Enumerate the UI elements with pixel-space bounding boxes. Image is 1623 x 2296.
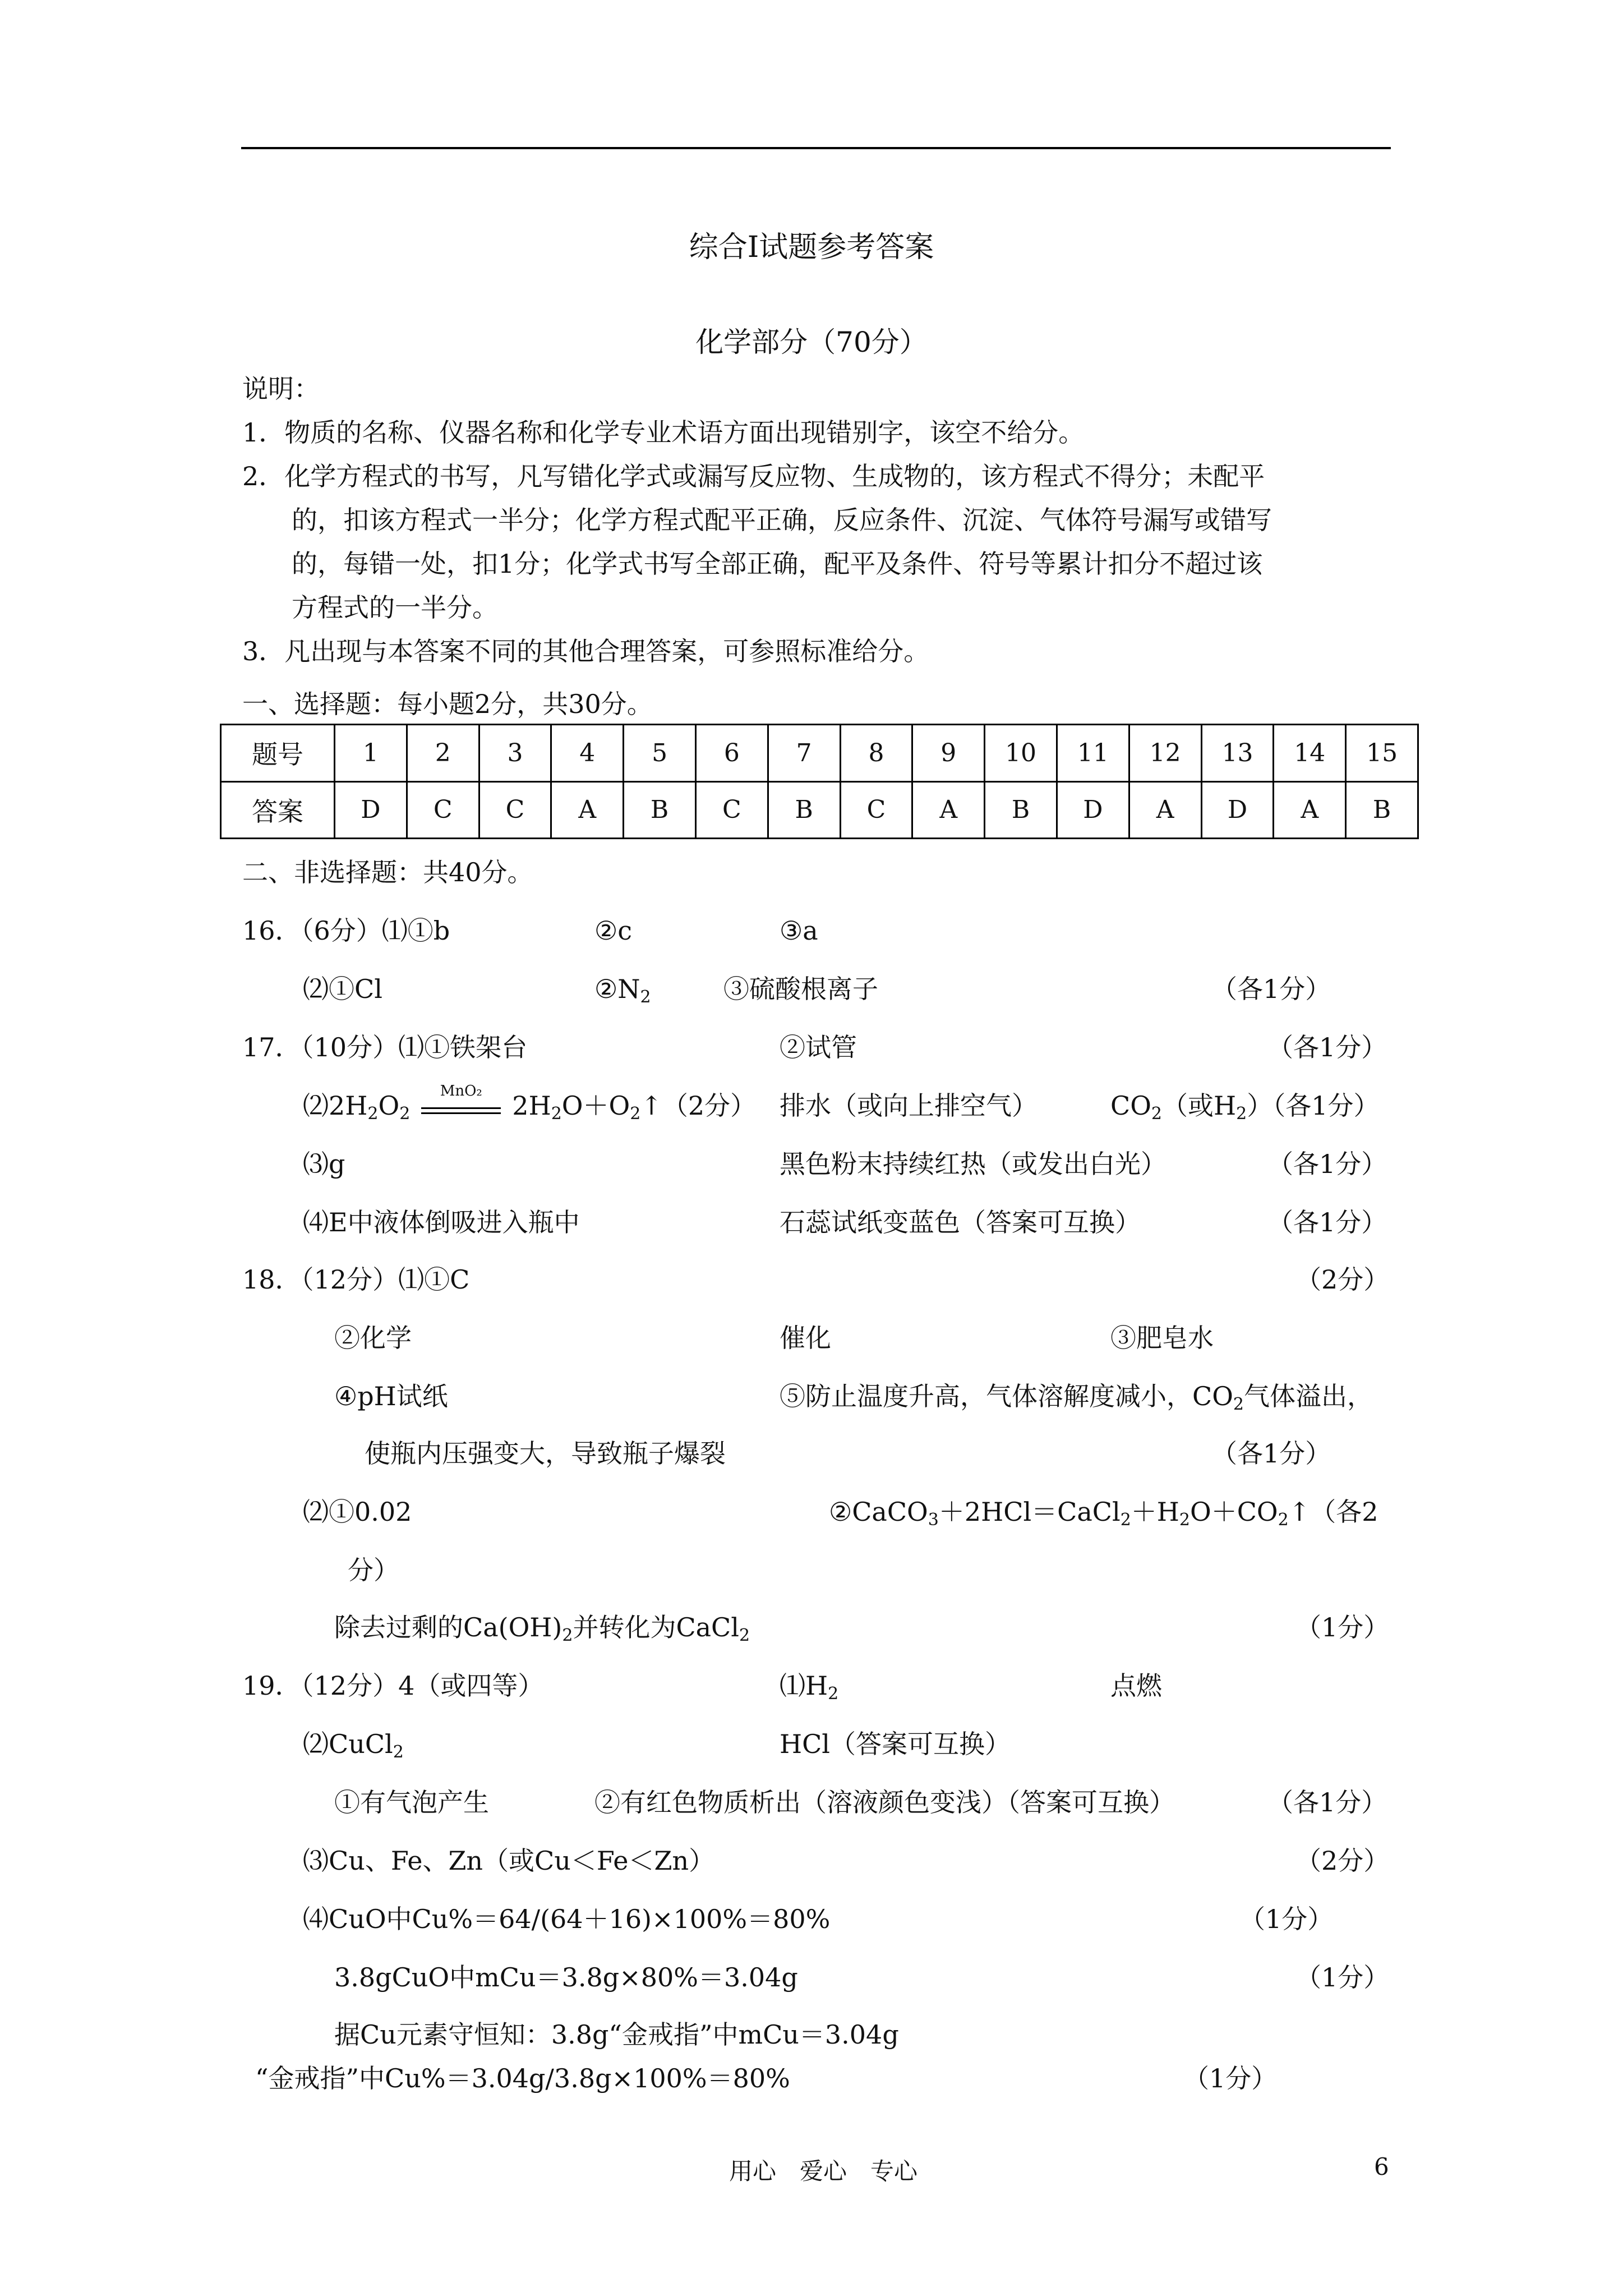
question-number: 13 xyxy=(1201,725,1274,782)
q18-part1-4: ④pH试纸 xyxy=(334,1381,448,1411)
footer-motto: 用心 爱心 专心 xyxy=(729,2157,918,2185)
q16-part1-b: ②c xyxy=(594,915,633,946)
q18-part2-3-score: （1分） xyxy=(1295,1612,1390,1642)
answer-cell: A xyxy=(551,781,624,839)
q19-part1: $⑴H_2$ xyxy=(780,1671,839,1704)
question-number: 8 xyxy=(840,725,912,782)
q18-part1-5-score: （各1分） xyxy=(1211,1438,1331,1469)
answer-cell: B xyxy=(768,781,840,839)
q17-part1-score: （各1分） xyxy=(1267,1032,1387,1062)
catalyst-label: MnO₂ xyxy=(440,1083,482,1099)
question-number: 9 xyxy=(912,725,985,782)
q19-part2-2: ②有红色物质析出（溶液颜色变浅）（答案可互换） xyxy=(594,1787,1175,1818)
q16-score: （各1分） xyxy=(1211,974,1331,1004)
note-2-line-2: 的，扣该方程式一半分；化学方程式配平正确，反应条件、沉淀、气体符号漏写或错写 xyxy=(292,505,1272,535)
note-3: 3．凡出现与本答案不同的其他合理答案，可参照标准给分。 xyxy=(242,636,930,666)
q18-part2-2-cont: 分） xyxy=(348,1555,399,1585)
q19-part4-4-score: （1分） xyxy=(1183,2063,1278,2093)
q17-part2-c: $CO_2$（或$H_2$）（各1分） xyxy=(1110,1091,1380,1124)
q17-part3-score: （各1分） xyxy=(1267,1149,1387,1179)
row-label-number: 题号 xyxy=(221,725,335,782)
q17-part3-b: 黑色粉末持续红热（或发出白光） xyxy=(780,1149,1166,1179)
q18-part1-a: 18．（12分）⑴①C xyxy=(242,1264,470,1295)
question-number: 10 xyxy=(985,725,1057,782)
page-title: 综合Ⅰ试题参考答案 xyxy=(689,231,934,264)
answer-cell: D xyxy=(335,781,407,839)
q18-part1-5: ⑤防止温度升高，气体溶解度减小，$CO_2$气体溢出， xyxy=(780,1381,1373,1414)
notes-label: 说明： xyxy=(242,374,320,404)
question-number: 3 xyxy=(479,725,551,782)
q17-part1-a: 17．（10分）⑴①铁架台 xyxy=(242,1032,528,1062)
q19-part4-1-score: （1分） xyxy=(1239,1904,1334,1934)
q17-equation: $⑵2H_2O_2$ MnO₂ $2H_2O+O_2↑(2$分） xyxy=(303,1083,757,1124)
section-subtitle: 化学部分（70分） xyxy=(695,326,928,358)
q17-part4-a: ⑷E中液体倒吸进入瓶中 xyxy=(303,1207,580,1237)
section-2-heading: 二、非选择题：共40分。 xyxy=(242,857,533,887)
q18-part1-5-cont: 使瓶内压强变大，导致瓶子爆裂 xyxy=(365,1438,726,1469)
q19-part3-score: （2分） xyxy=(1295,1846,1390,1876)
q19-part2-1: ①有气泡产生 xyxy=(334,1787,489,1818)
q17-part4-score: （各1分） xyxy=(1267,1207,1387,1237)
table-row-answers xyxy=(221,781,1418,839)
question-number: 11 xyxy=(1057,725,1129,782)
question-number: 15 xyxy=(1346,725,1418,782)
q18-part1-2b: 催化 xyxy=(780,1323,831,1353)
q18-part1-2: ②化学 xyxy=(334,1323,412,1353)
q19-part2-score: （各1分） xyxy=(1267,1787,1387,1818)
question-number: 2 xyxy=(407,725,479,782)
row-label-answer: 答案 xyxy=(221,781,335,839)
q19-part4-3: 据Cu元素守恒知：3.8g“金戒指”中mCu＝3.04g xyxy=(334,2019,899,2050)
q19-part1-b: 点燃 xyxy=(1110,1671,1162,1701)
q16-part2-a: ⑵①Cl xyxy=(303,974,382,1004)
note-2-line-3: 的，每错一处，扣1分；化学式书写全部正确，配平及条件、符号等累计扣分不超过该 xyxy=(292,549,1263,579)
answer-table xyxy=(220,724,1419,839)
note-2-line-1: 2．化学方程式的书写，凡写错化学式或漏写反应物、生成物的，该方程式不得分；未配平 xyxy=(242,461,1265,491)
q17-part4-b: 石蕊试纸变蓝色（答案可互换） xyxy=(780,1207,1141,1237)
q16-part1-a: 16．（6分）⑴①b xyxy=(242,915,450,946)
q19-part3: ⑶Cu、Fe、Zn（或Cu＜Fe＜Zn） xyxy=(303,1846,715,1876)
q17-part1-b: ②试管 xyxy=(780,1032,857,1062)
section-1-heading: 一、选择题：每小题2分，共30分。 xyxy=(242,689,653,719)
question-number: 14 xyxy=(1274,725,1346,782)
q16-part2-b: $②N_2$ xyxy=(594,974,651,1007)
q17-part2-b: 排水（或向上排空气） xyxy=(780,1091,1038,1121)
q19-part2-b: HCl（答案可互换） xyxy=(780,1729,1011,1759)
equilibrium-sign-icon xyxy=(413,1083,509,1121)
q19-part2-a: ⑵CuCl$_2$ xyxy=(303,1729,404,1762)
q18-part1-3: ③肥皂水 xyxy=(1110,1323,1214,1353)
header-rule xyxy=(241,147,1391,149)
q16-part2-c: ③硫酸根离子 xyxy=(723,974,878,1004)
answer-cell: B xyxy=(985,781,1057,839)
q19-part4-2-score: （1分） xyxy=(1295,1962,1390,1993)
answer-cell: B xyxy=(624,781,696,839)
question-number: 5 xyxy=(624,725,696,782)
note-2-line-4: 方程式的一半分。 xyxy=(292,592,498,623)
q18-part2-3: 除去过剩的$Ca(OH)_2$并转化为CaCl$_2$ xyxy=(334,1612,750,1645)
q19-intro: 19．（12分）4（或四等） xyxy=(242,1671,544,1701)
question-number: 7 xyxy=(768,725,840,782)
question-number: 12 xyxy=(1129,725,1201,782)
answer-cell: C xyxy=(695,781,768,839)
note-1: 1．物质的名称、仪器名称和化学专业术语方面出现错别字，该空不给分。 xyxy=(242,417,1085,448)
table-row-numbers xyxy=(221,725,1418,782)
q19-part4-4: “金戒指”中Cu%＝3.04g/3.8g×100%＝80% xyxy=(255,2063,790,2093)
q17-part3-a: ⑶g xyxy=(303,1149,345,1179)
answer-cell: C xyxy=(840,781,912,839)
q18-part2-2: $②CaCO_3+2HCl=CaCl_2+H_2O+CO_2↑$（各2 xyxy=(829,1497,1378,1530)
answer-cell: A xyxy=(1274,781,1346,839)
q18-part1-score: （2分） xyxy=(1295,1264,1390,1295)
q19-part4-1: ⑷CuO中Cu%＝64/(64＋16)×100%＝80% xyxy=(303,1904,831,1934)
answer-cell: B xyxy=(1346,781,1418,839)
answer-cell: C xyxy=(479,781,551,839)
answer-cell: C xyxy=(407,781,479,839)
answer-cell: D xyxy=(1201,781,1274,839)
answer-cell: D xyxy=(1057,781,1129,839)
q18-part2-1: ⑵①0.02 xyxy=(303,1497,412,1527)
q19-part4-2: 3.8gCuO中mCu＝3.8g×80%＝3.04g xyxy=(334,1962,798,1993)
answer-cell: A xyxy=(1129,781,1201,839)
question-number: 4 xyxy=(551,725,624,782)
question-number: 6 xyxy=(695,725,768,782)
page-number: 6 xyxy=(1374,2153,1389,2180)
question-number: 1 xyxy=(335,725,407,782)
q16-part1-c: ③a xyxy=(780,915,818,946)
answer-cell: A xyxy=(912,781,985,839)
